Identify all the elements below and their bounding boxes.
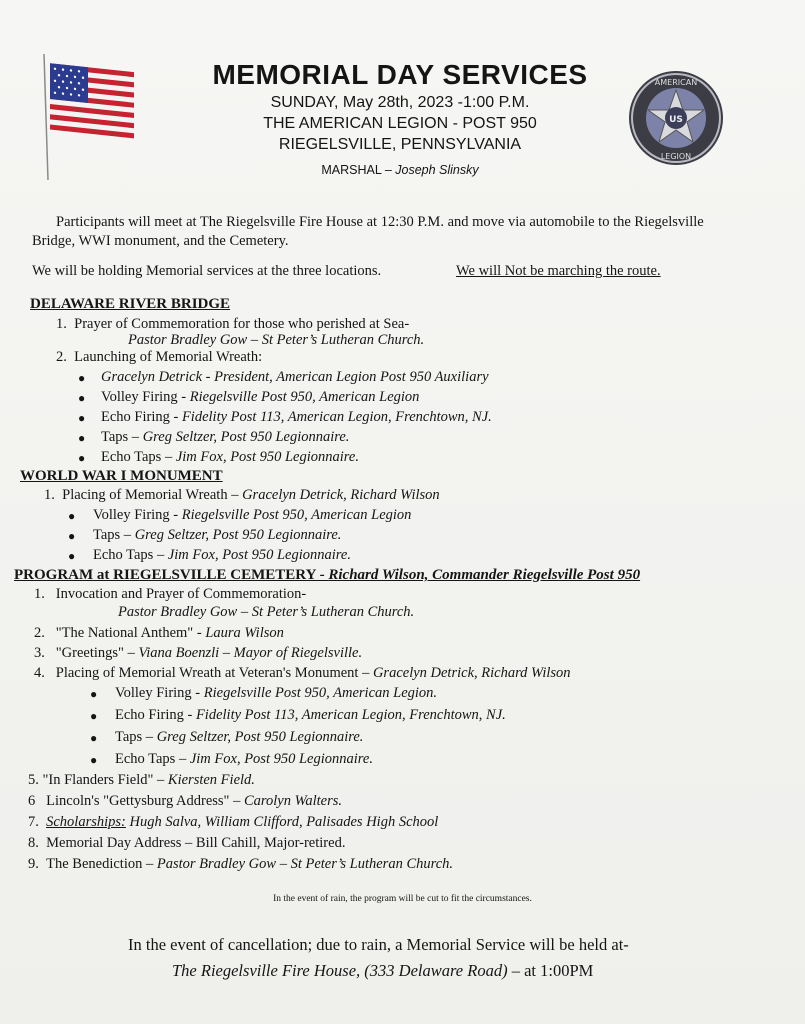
list-item [115,685,437,702]
list-item [56,316,409,333]
intro-paragraph: Participants will meet at The Riegelsville Fire House at 12:30 P.M. and move via automobile to the Riegelsville Bridge, WWI monument, and the Cemetery. [32,214,704,249]
holding-line [32,263,752,280]
item-role: Taps – [93,527,135,543]
marshal-label: MARSHAL – [321,163,396,177]
item-number: 1. [44,487,55,503]
item-text: Invocation and Prayer of Commemoration- [55,586,307,602]
item-person: Pastor Bradley Gow – St Peter’s Lutheran Church. [156,856,454,872]
item-person: Riegelsville Post 950, American Legion. [203,685,438,701]
bullet-icon: ● [78,411,86,425]
bullet-icon: ● [90,687,98,701]
american-legion-emblem-icon [626,68,726,168]
item-number: 1. [56,316,67,332]
bullet-icon: ● [68,549,76,563]
item-role: Echo Firing - [101,409,182,425]
item-person: Viana Boenzli – Mayor of Riegelsville. [138,645,363,661]
cancellation-location [172,961,593,981]
list-item [34,625,284,642]
not-marching-note: We will Not be marching the route. [456,263,661,279]
bullet-icon: ● [90,731,98,745]
section-heading-monument: WORLD WAR I MONUMENT [20,468,223,484]
item-officiant: Pastor Bradley Gow – St Peter’s Lutheran Church. [118,604,415,620]
item-role: Taps – [115,729,157,745]
list-item [28,814,438,831]
bullet-icon: ● [68,509,76,523]
list-item [28,835,345,852]
item-person: Gracelyn Detrick, Richard Wilson [372,665,571,681]
item-text: Memorial Day Address – Bill Cahill, Major-retired. [46,835,346,851]
item-officiant: Pastor Bradley Gow – St Peter’s Lutheran Church. [128,332,425,348]
cancellation-venue: The Riegelsville Fire House, (333 Delaware Road) [172,961,508,980]
marshal-line [150,163,650,177]
bullet-icon: ● [68,529,76,543]
item-number: 2. [56,349,67,365]
item-role: Echo Taps – [93,547,168,563]
list-item [93,507,411,524]
item-person: Riegelsville Post 950, American Legion [189,389,420,405]
list-item [115,751,373,768]
section-heading-cemetery [14,567,640,584]
rain-note: In the event of rain, the program will be cut to fit the circumstances. [273,894,532,904]
item-role: Volley Firing - [101,389,190,405]
item-person: Fidelity Post 113, American Legion, Frenchtown, NJ. [195,707,506,723]
list-item [34,665,571,682]
list-item [34,586,306,603]
list-item [101,369,489,386]
cemetery-heading-commander: Richard Wilson, Commander Riegelsville Post 950 [328,567,641,583]
bullet-icon: ● [90,753,98,767]
bullet-icon: ● [90,709,98,723]
item-role: Taps – [101,429,143,445]
item-person: Laura Wilson [205,625,284,641]
list-item [28,772,255,789]
section-heading-bridge: DELAWARE RIVER BRIDGE [30,296,231,312]
cancellation-time: – at 1:00PM [507,961,594,980]
item-number: 8. [28,835,39,851]
list-item [28,793,342,810]
header [150,58,650,177]
item-person: Gracelyn Detrick - President, American Legion Post 950 Auxiliary [101,369,489,385]
holding-text: We will be holding Memorial services at the three locations. [32,263,382,279]
page-title: MEMORIAL DAY SERVICES [212,59,588,90]
item-person: Jim Fox, Post 950 Legionnaire. [189,751,373,767]
item-role: Volley Firing - [93,507,182,523]
cemetery-heading-text: PROGRAM at RIEGELSVILLE CEMETERY - [14,567,329,583]
list-item [28,856,453,873]
list-item [34,645,362,662]
list-item [101,429,349,446]
scholarships-label: Scholarships: [46,814,126,830]
item-number: 3. [34,645,45,661]
date-time-line: SUNDAY, May 28th, 2023 -1:00 P.M. [270,94,530,111]
item-role: Echo Taps – [101,449,176,465]
item-text: "The National Anthem" - [55,625,206,641]
bullet-icon: ● [78,451,86,465]
item-person: Hugh Salva, William Clifford, Palisades High School [125,814,439,830]
item-text: Prayer of Commemoration for those who perished at Sea- [74,316,410,332]
list-item [101,409,492,426]
item-person: Greg Seltzer, Post 950 Legionnaire. [134,527,342,543]
item-text: The Benediction – [46,856,157,872]
cancellation-line: In the event of cancellation; due to rain, a Memorial Service will be held at- [128,935,629,954]
item-text: "In Flanders Field" – [42,772,168,788]
list-item [93,527,341,544]
item-text: Placing of Memorial Wreath at Veteran's Monument – [55,665,373,681]
marshal-name: Joseph Slinsky [395,163,479,177]
item-person: Fidelity Post 113, American Legion, Frenchtown, NJ. [181,409,492,425]
seal-center-text: US [669,115,683,125]
item-number: 4. [34,665,45,681]
bullet-icon: ● [78,431,86,445]
list-item [44,487,440,504]
organization-line: THE AMERICAN LEGION - POST 950 [263,115,537,132]
item-number: 1. [34,586,45,602]
american-flag-icon [38,52,138,182]
item-person: Greg Seltzer, Post 950 Legionnaire. [142,429,350,445]
seal-bottom-text: LEGION [660,152,692,161]
item-text: Lincoln's "Gettysburg Address" – [46,793,244,809]
seal-top-text: AMERICAN [654,78,698,87]
list-item-continued [118,604,414,621]
list-item [115,707,506,724]
item-number: 9. [28,856,39,872]
item-person: Carolyn Walters. [243,793,342,809]
bullet-icon: ● [78,371,86,385]
item-number: 5. [28,772,39,788]
item-person: Kiersten Field. [167,772,255,788]
location-line: RIEGELSVILLE, PENNSYLVANIA [278,136,522,153]
item-person: Gracelyn Detrick, Richard Wilson [242,487,440,503]
list-item [101,389,419,406]
item-role: Echo Firing - [115,707,196,723]
item-text: "Greetings" – [55,645,139,661]
item-person: Riegelsville Post 950, American Legion [181,507,412,523]
item-person: Jim Fox, Post 950 Legionnaire. [175,449,359,465]
list-item [115,729,363,746]
list-item [93,547,351,564]
item-text: Launching of Memorial Wreath: [74,349,263,365]
item-text: Placing of Memorial Wreath – [62,487,243,503]
item-number: 7. [28,814,39,830]
item-role: Echo Taps – [115,751,190,767]
item-role: Volley Firing - [115,685,204,701]
list-item-continued [128,332,424,349]
item-person: Greg Seltzer, Post 950 Legionnaire. [156,729,364,745]
list-item [56,349,262,366]
bullet-icon: ● [78,391,86,405]
item-person: Jim Fox, Post 950 Legionnaire. [167,547,351,563]
item-number: 2. [34,625,45,641]
item-number: 6 [28,793,36,809]
list-item [101,449,359,466]
